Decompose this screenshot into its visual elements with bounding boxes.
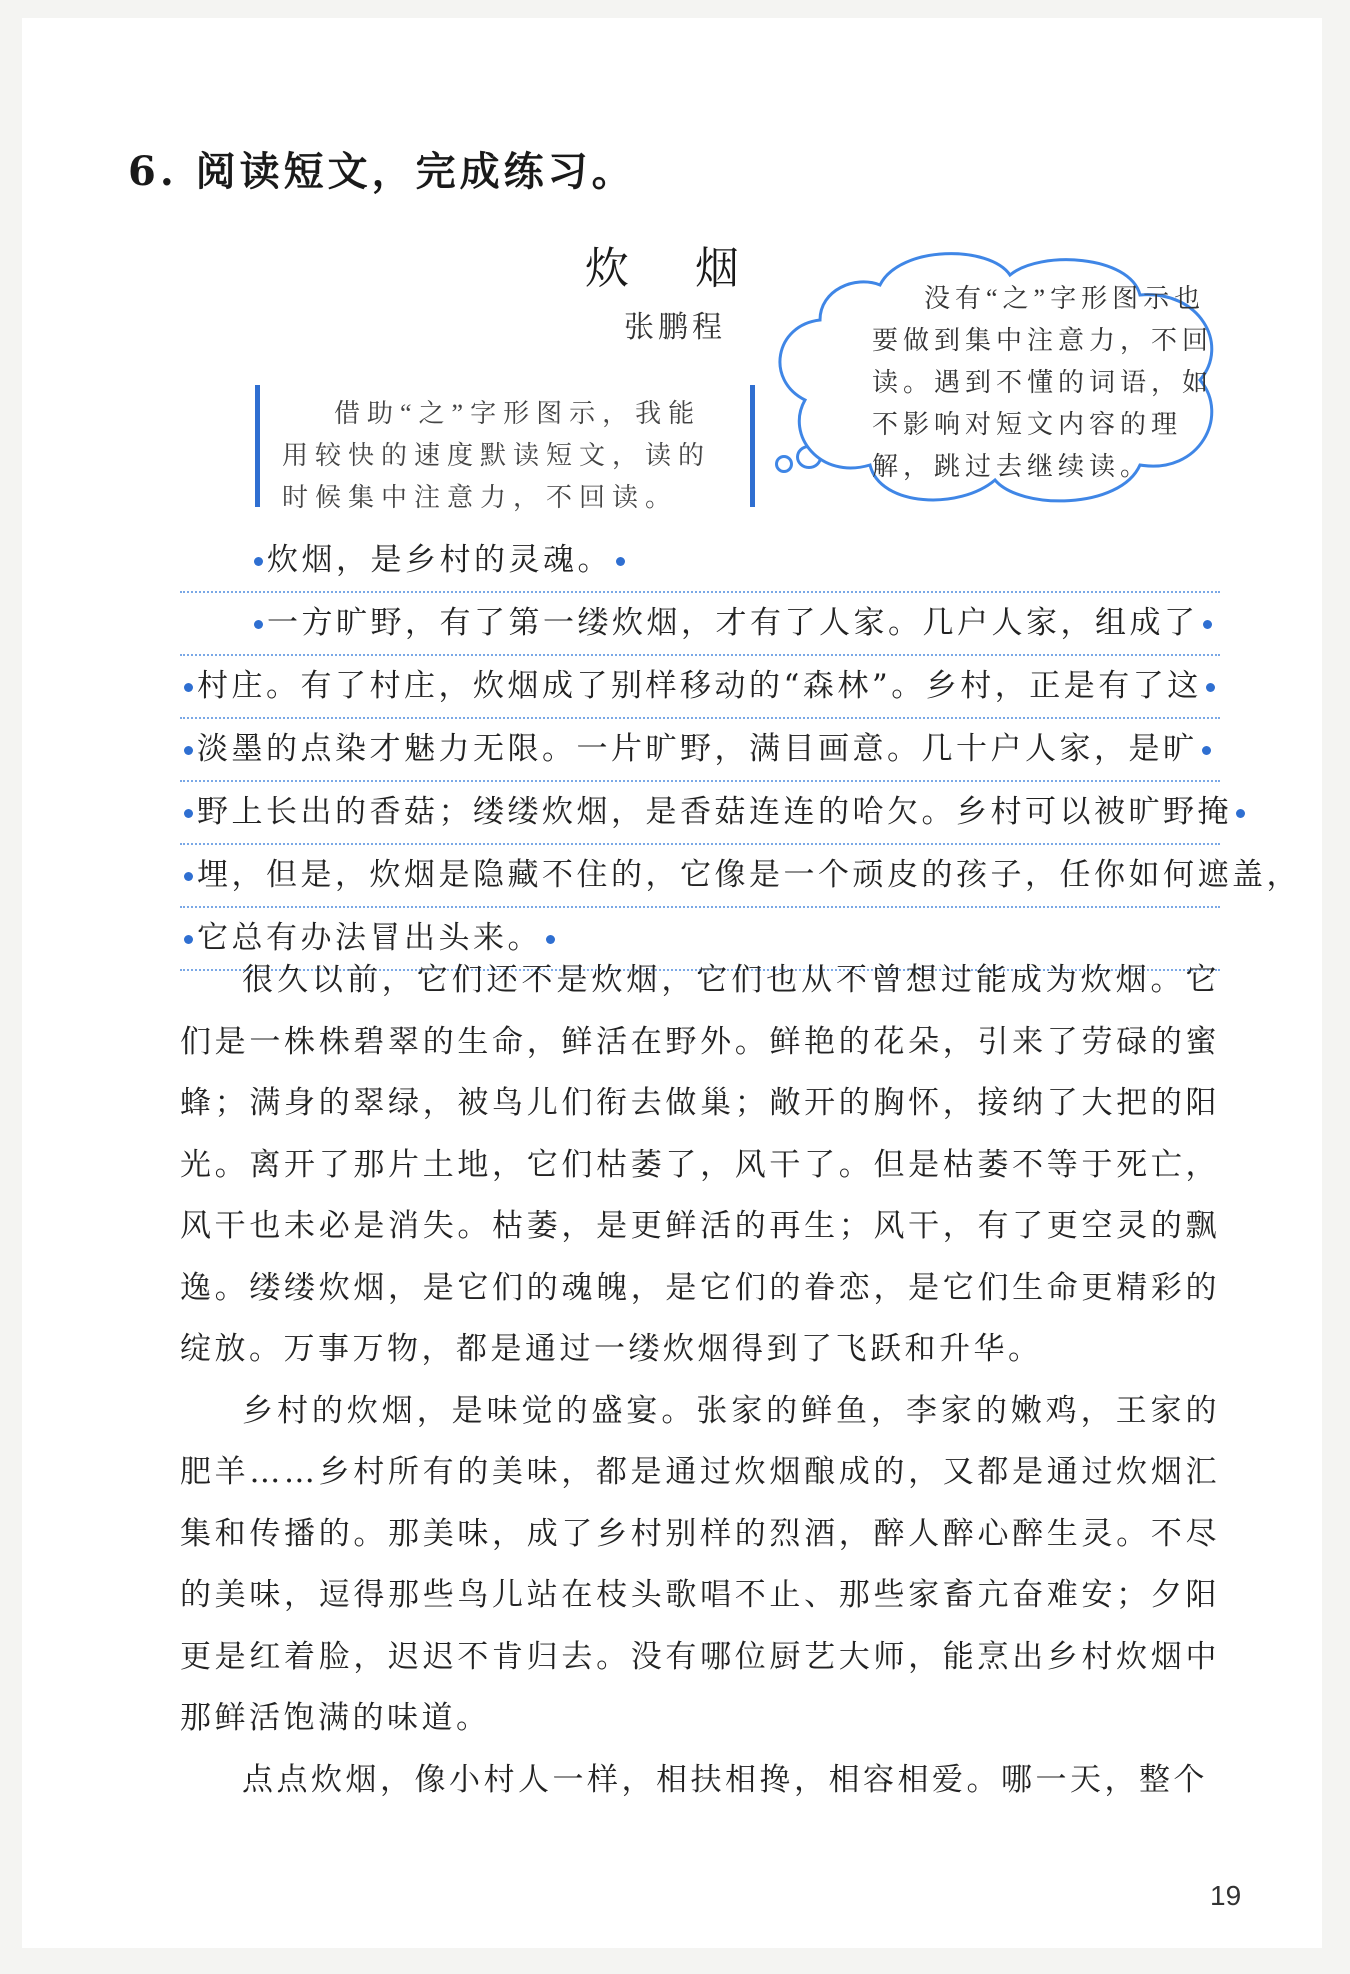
zigzag-marked-passage bbox=[180, 530, 1301, 971]
marked-line: 它总有办法冒出头来。 bbox=[180, 908, 1220, 971]
reading-tip-box bbox=[255, 385, 755, 512]
marked-line: 村庄。有了村庄，炊烟成了别样移动的“森林”。乡村，正是有了这 bbox=[180, 656, 1220, 719]
dot-marker bbox=[184, 872, 193, 881]
dot-marker bbox=[254, 620, 263, 629]
page-number: 19 bbox=[1210, 1880, 1242, 1911]
paragraph: 很久以前，它们还不是炊烟，它们也从不曾想过能成为炊烟。它们是一株株碧翠的生命，鲜活在野外。鲜艳的花朵，引来了劳碌的蜜蜂；满身的翠绿，被鸟儿们衔去做巢；敞开的胸怀，接纳了大把的阳光。离开了那片土地，它们枯萎了，风干了。但是枯萎不等于死亡，风干也未必是消失。枯萎，是更鲜活的再生；风干，有了更空灵的飘逸。缕缕炊烟，是它们的魂魄，是它们的眷恋，是它们生命更精彩的绽放。万事万物，都是通过一缕炊烟得到了飞跃和升华。 bbox=[180, 962, 1220, 1367]
article-author: 张鹏程 bbox=[624, 310, 726, 345]
dot-marker bbox=[616, 557, 625, 566]
article-title: 炊 烟 bbox=[585, 243, 765, 294]
dot-marker bbox=[1202, 746, 1211, 755]
exercise-title: 6. 阅读短文，完成练习。 bbox=[128, 148, 636, 195]
dot-marker bbox=[1206, 683, 1215, 692]
dot-marker bbox=[184, 746, 193, 755]
dot-marker bbox=[1203, 620, 1212, 629]
dot-marker bbox=[184, 809, 193, 818]
dot-marker bbox=[1236, 809, 1245, 818]
cloud-tip-text: 没有“之”字形图示也要做到集中注意力，不回读。遇到不懂的词语，如不影响对短文内容的理解，跳过去继续读。 bbox=[872, 284, 1214, 481]
article-body bbox=[180, 950, 1220, 1811]
marked-line: 野上长出的香菇；缕缕炊烟，是香菇连连的哈欠。乡村可以被旷野掩 bbox=[180, 782, 1220, 845]
marked-line: 埋，但是，炊烟是隐藏不住的，它像是一个顽皮的孩子，任你如何遮盖， bbox=[180, 845, 1220, 908]
marked-line: 一方旷野，有了第一缕炊烟，才有了人家。几户人家，组成了 bbox=[180, 593, 1220, 656]
dot-marker bbox=[184, 683, 193, 692]
paragraph: 乡村的炊烟，是味觉的盛宴。张家的鲜鱼，李家的嫩鸡，王家的肥羊……乡村所有的美味，都是通过炊烟酿成的，又都是通过炊烟汇集和传播的。那美味，成了乡村别样的烈酒，醉人醉心醉生灵。不尽的美味，逗得那些鸟儿站在枝头歌唱不止、那些家畜亢奋难安；夕阳更是红着脸，迟迟不肯归去。没有哪位厨艺大师，能烹出乡村炊烟中那鲜活饱满的味道。 bbox=[180, 1392, 1220, 1736]
reading-tip-text: 借助“之”字形图示，我能用较快的速度默读短文，读的时候集中注意力，不回读。 bbox=[282, 399, 712, 512]
dot-marker bbox=[254, 557, 263, 566]
paragraph: 点点炊烟，像小村人一样，相扶相搀，相容相爱。哪一天，整个 bbox=[242, 1761, 1208, 1798]
dot-marker bbox=[546, 935, 555, 944]
dot-marker bbox=[184, 935, 193, 944]
marked-line: 淡墨的点染才魅力无限。一片旷野，满目画意。几十户人家，是旷 bbox=[180, 719, 1220, 782]
marked-line: 炊烟，是乡村的灵魂。 bbox=[180, 530, 1220, 593]
